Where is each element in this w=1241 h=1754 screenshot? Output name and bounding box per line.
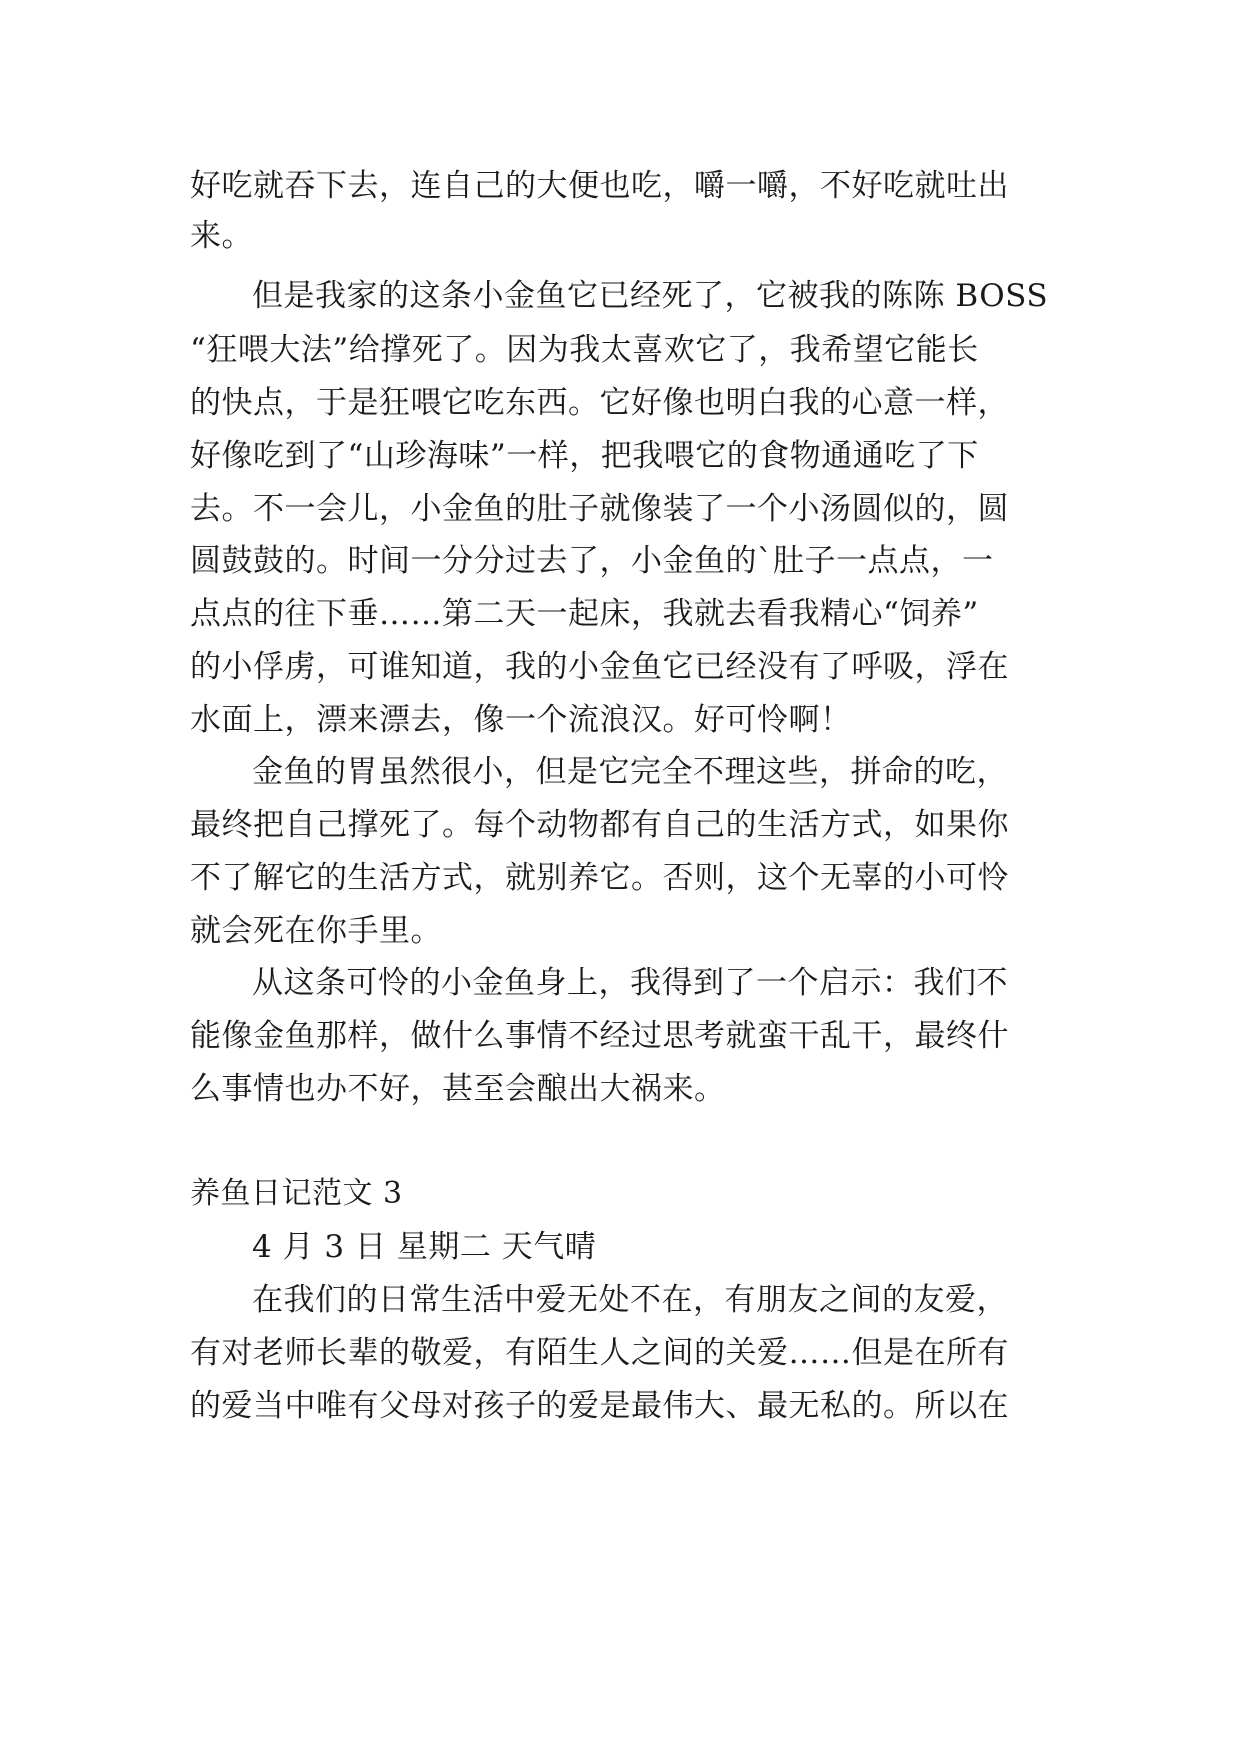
paragraph-line: 最终把自己撑死了。每个动物都有自己的生活方式，如果你: [190, 807, 1009, 843]
paragraph-line: 的爱当中唯有父母对孩子的爱是最伟大、最无私的。所以在: [190, 1388, 1009, 1424]
paragraph-line: 好像吃到了“山珍海味”一样，把我喂它的食物通通吃了下: [190, 438, 979, 474]
paragraph-line: “狂喂大法”给撑死了。因为我太喜欢它了，我希望它能长: [190, 332, 979, 368]
paragraph-line: 在我们的日常生活中爱无处不在，有朋友之间的友爱，: [252, 1282, 1008, 1318]
paragraph-line: 么事情也办不好，甚至会酿出大祸来。: [190, 1071, 726, 1107]
paragraph-line: 从这条可怜的小金鱼身上，我得到了一个启示：我们不: [252, 965, 1008, 1001]
paragraph-line: 有对老师长辈的敬爱，有陌生人之间的关爱……但是在所有: [190, 1335, 1009, 1371]
paragraph-line: 的快点，于是狂喂它吃东西。它好像也明白我的心意一样，: [190, 385, 1009, 421]
paragraph-line: 好吃就吞下去，连自己的大便也吃，嚼一嚼，不好吃就吐出: [190, 168, 1009, 204]
section-title: 养鱼日记范文 3: [190, 1176, 403, 1211]
paragraph-line: 就会死在你手里。: [190, 913, 442, 949]
paragraph-line: 不了解它的生活方式，就别养它。否则，这个无辜的小可怜: [190, 860, 1009, 896]
paragraph-line: 能像金鱼那样，做什么事情不经过思考就蛮干乱干，最终什: [190, 1018, 1009, 1054]
paragraph-line: 去。不一会儿，小金鱼的肚子就像装了一个小汤圆似的，圆: [190, 491, 1009, 527]
paragraph-line: 但是我家的这条小金鱼它已经死了，它被我的陈陈 BOSS: [252, 278, 1049, 314]
paragraph-line: 圆鼓鼓的。时间一分分过去了，小金鱼的`肚子一点点，一: [190, 543, 994, 579]
paragraph-line: 水面上，漂来漂去，像一个流浪汉。好可怜啊！: [190, 702, 852, 738]
paragraph-line: 点点的往下垂……第二天一起床，我就去看我精心“饲养”: [190, 596, 979, 632]
paragraph-line: 来。: [190, 218, 253, 254]
date-line: 4 月 3 日 星期二 天气晴: [252, 1229, 597, 1265]
paragraph-line: 金鱼的胃虽然很小，但是它完全不理这些，拼命的吃，: [252, 754, 1008, 790]
paragraph-line: 的小俘虏，可谁知道，我的小金鱼它已经没有了呼吸，浮在: [190, 649, 1009, 685]
